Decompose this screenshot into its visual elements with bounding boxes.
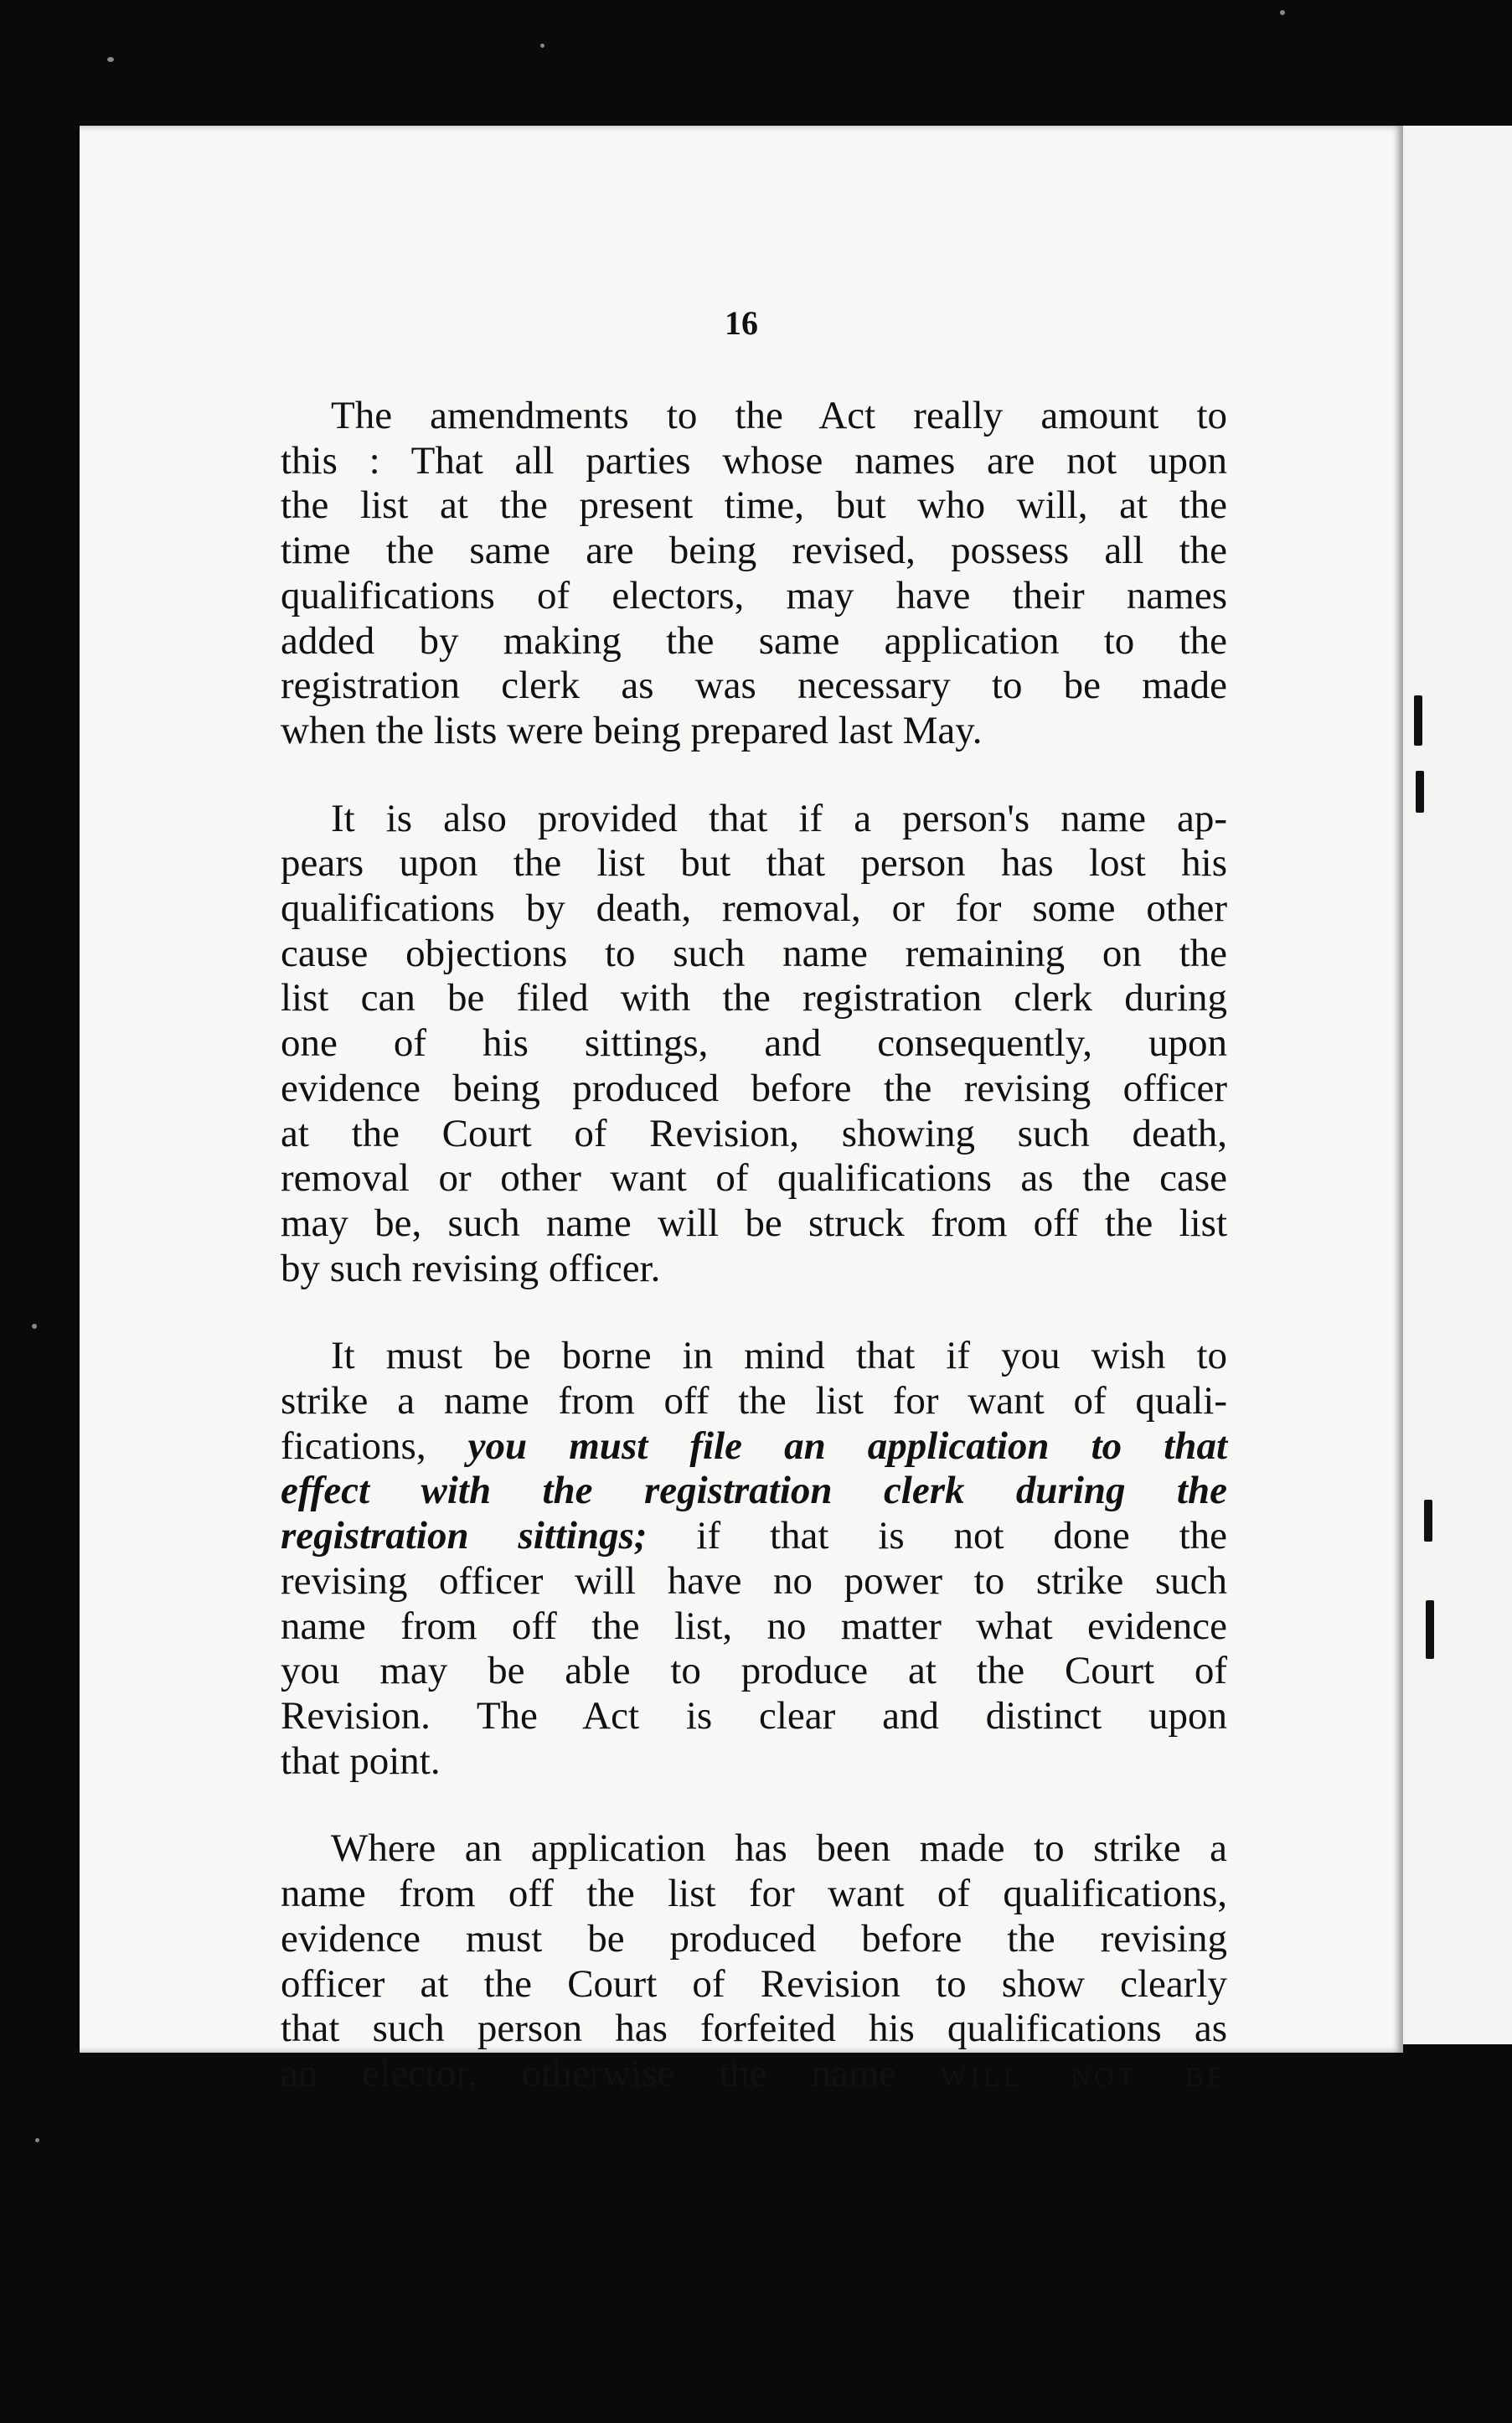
text-line: name from off the list, no matter what evidence — [281, 1604, 1227, 1648]
text-line: revising officer will have no power to strike such — [281, 1558, 1227, 1603]
binding-mark — [1424, 1500, 1432, 1542]
text-line — [281, 1424, 1227, 1470]
text-line — [281, 2052, 1227, 2097]
text-line: you may be able to produce at the Court of — [281, 1649, 1227, 1693]
text-line: this : That all parties whose names are not upon — [281, 438, 1227, 483]
text-line: The amendments to the Act really amount to — [331, 394, 1227, 437]
paragraph-4 — [281, 1826, 1227, 2096]
text-line: by such revising officer. — [281, 1246, 661, 1290]
dust-speck — [540, 44, 544, 48]
text-line: when the lists were being prepared last May. — [281, 708, 983, 752]
text-line: registration clerk as was necessary to be made — [281, 664, 1227, 708]
text-line: may be, such name will be struck from off the list — [281, 1201, 1227, 1245]
text-line: evidence being produced before the revising officer — [281, 1066, 1227, 1110]
text-line: the list at the present time, but who will, at the — [281, 483, 1227, 528]
facing-page-edge — [1397, 126, 1512, 2044]
dust-speck — [35, 2138, 39, 2142]
plain-text: fications, — [281, 1423, 468, 1468]
text-line: evidence must be produced before the revising — [281, 1916, 1227, 1961]
text-line — [281, 1514, 1227, 1559]
paragraph-2 — [281, 797, 1227, 1292]
plain-text: an elector, otherwise the name — [281, 2051, 941, 2095]
text-line: qualifications by death, removal, or for some other — [281, 886, 1227, 931]
emphasized-text: you must file an application to that — [467, 1423, 1227, 1468]
dust-speck — [32, 1324, 37, 1329]
text-line: at the Court of Revision, showing such death, — [281, 1111, 1227, 1155]
dust-speck — [1280, 10, 1285, 15]
body-text — [281, 394, 1227, 2140]
small-caps-text: will not be — [940, 2051, 1227, 2095]
text-line: added by making the same application to the — [281, 618, 1227, 663]
emphasized-text: registration sittings; — [281, 1514, 648, 1558]
page-number: 16 — [725, 304, 758, 342]
emphasized-text: effect with the registration clerk during the — [281, 1469, 1227, 1513]
paragraph-3 — [281, 1334, 1227, 1784]
text-line: officer at the Court of Revision to show clearly — [281, 1961, 1227, 2006]
text-line: It is also provided that if a person's name ap- — [331, 796, 1227, 840]
text-line: removal or other want of qualifications as the case — [281, 1156, 1227, 1201]
text-line: Revision. The Act is clear and distinct upon — [281, 1693, 1227, 1738]
text-line: It must be borne in mind that if you wish to — [331, 1334, 1227, 1378]
text-line: time the same are being revised, possess all the — [281, 529, 1227, 573]
binding-mark — [1414, 695, 1422, 746]
plain-text: if that is not done the — [647, 1514, 1227, 1558]
binding-mark — [1426, 1600, 1434, 1659]
text-line — [281, 1469, 1227, 1514]
text-line: pears upon the list but that person has lost his — [281, 841, 1227, 886]
text-line: name from off the list for want of qualifications, — [281, 1872, 1227, 1916]
text-line: that point. — [281, 1738, 441, 1783]
text-line: one of his sittings, and consequently, upon — [281, 1021, 1227, 1066]
text-line: strike a name from off the list for want of quali- — [281, 1379, 1227, 1423]
text-line: that such person has forfeited his qualifications as — [281, 2007, 1227, 2051]
binding-mark — [1416, 771, 1424, 813]
text-line: list can be filed with the registration clerk during — [281, 976, 1227, 1020]
text-line: Where an application has been made to strike a — [331, 1826, 1227, 1871]
dust-speck — [107, 57, 114, 62]
text-line: cause objections to such name remaining on the — [281, 931, 1227, 975]
paragraph-1 — [281, 394, 1227, 754]
text-line: qualifications of electors, may have their names — [281, 573, 1227, 617]
